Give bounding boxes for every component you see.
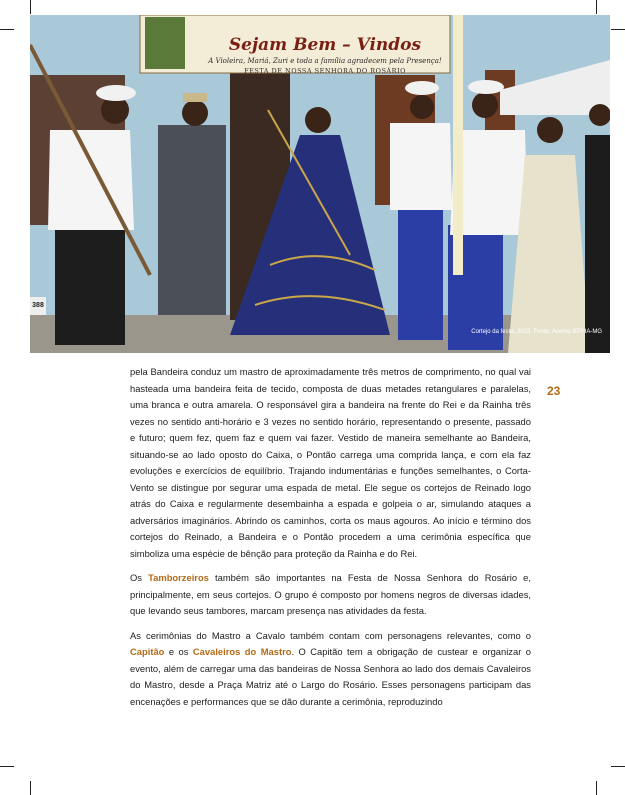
festival-photo-illustration: [30, 15, 610, 353]
term-cavaleiros-do-mastro: Cavaleiros do Mastro: [192, 646, 292, 657]
crop-mark-bottom-right-v: [596, 781, 597, 795]
term-capitao: Capitão: [130, 646, 165, 657]
crop-mark-bottom-left-h: [0, 766, 14, 767]
crop-mark-top-left-h: [0, 29, 14, 30]
crop-mark-top-right-v: [596, 0, 597, 14]
crop-mark-top-left-v: [30, 0, 31, 14]
crop-mark-top-right-h: [611, 29, 625, 30]
paragraph-tamborzeiros: Os Tamborzeiros também são importantes na Festa de Nossa Senhora do Rosário e, principalmente, em seus cortejos. O grupo é composto por homens negros de diversas idades, que levando seus tambores, marcam presença nas atividades da festa.: [130, 572, 532, 616]
paragraph-mastro-a-cavalo: As cerimônias do Mastro a Cavalo também contam com personagens relevantes, como o Capitão e os Cavaleiros do Mastro. O Capitão tem a obrigação de custear e organizar o evento, além de carregar uma das bandeiras de Nossa Senhora ao lado dos demais Cavaleiros do Mastro, desde a Praça Matriz até o Largo do Rosário. Esses personagens participam das encenações e performances que se dão durante a cerimônia, reproduzindo: [130, 629, 531, 707]
paragraph-bandeira-pontao: pela Bandeira conduz um mastro de aproximadamente três metros de comprimento, no qual vai hasteada uma bandeira feita de tecido, composta de duas metades retangulares e paralelas, uma branca e outra amarela. O responsável gira a bandeira na frente do Rei e da Rainha três vezes no sentido anti-horário e 3 vezes no sentido horário, representando o presente, passado e futuro; quem fez, quem faz e quem vai fazer. Vestido de maneira semelhante ao Bandeira, situando-se ao lado oposto do Caixa, o Pontão carrega uma comprida lança, e com ela faz evoluções e exercícios de equilíbrio. Trajando indumentárias e funções semelhantes, o Corta-Vento se distingue por segurar uma espada de metal. Ele segue os cortejos de Reinado logo atrás do Caixa e regularmente desembainha a espada e golpeia o ar, simulando ataques a adversários imaginários. Abrindo os caminhos, corta os maus agouros. Ao início e término dos cortejos do Reinado, a Bandeira e o Pontão procedem a uma cerimônia específica que simboliza uma espécie de bênção para proteção da Rainha e do Rei.: [130, 366, 531, 559]
banner-event: FESTA DE NOSSA SENHORA DO ROSÁRIO: [244, 67, 406, 75]
banner-title: Sejam Bem – Vindos: [228, 35, 422, 55]
banner-subtitle: A Violeira, Mariá, Zuri e toda a família agradecem pela Presença!: [208, 57, 442, 65]
crop-mark-bottom-left-v: [30, 781, 31, 795]
page-number: 23: [547, 384, 561, 398]
photo-caption: Cortejo da festa, 2023. Fonte: Acervo IEPHA-MG: [471, 329, 602, 335]
crop-mark-bottom-right-h: [611, 766, 625, 767]
license-plate: 388: [30, 297, 46, 315]
body-text: [130, 364, 531, 718]
term-tamborzeiros: Tamborzeiros: [148, 572, 209, 583]
festival-photo: [30, 15, 610, 353]
